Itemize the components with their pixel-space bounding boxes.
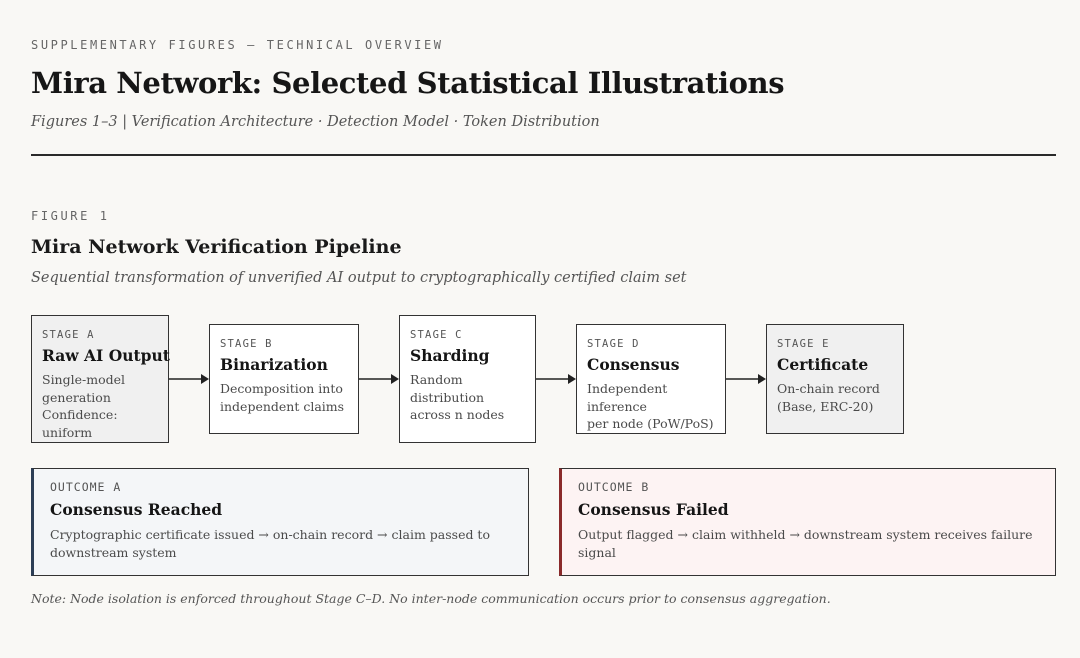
stage-a-desc-line: Single-model bbox=[42, 372, 126, 387]
figure-label: FIGURE 1 bbox=[31, 209, 110, 223]
stage-e-desc-line: On-chain record bbox=[777, 381, 880, 396]
stage-c-desc bbox=[410, 371, 525, 424]
stage-a-name: Raw AI Output bbox=[42, 346, 170, 365]
outcome-b-label: OUTCOME B bbox=[578, 480, 650, 494]
stage-e-box bbox=[766, 324, 904, 434]
stage-a-box bbox=[31, 315, 169, 443]
figure-title: Mira Network Verification Pipeline bbox=[31, 236, 402, 258]
stage-b-name: Binarization bbox=[220, 355, 328, 374]
stage-d-desc-line: Independent inference bbox=[587, 381, 668, 414]
outcome-b-title: Consensus Failed bbox=[578, 500, 729, 519]
stage-d-desc-line: per node (PoW/PoS) bbox=[587, 416, 714, 431]
arrow-c-d bbox=[536, 372, 576, 386]
figure-subtitle: Sequential transformation of unverified AI output to cryptographically certified claim set bbox=[31, 270, 687, 286]
stage-e-name: Certificate bbox=[777, 355, 869, 374]
outcome-a-title: Consensus Reached bbox=[50, 500, 223, 519]
stage-b-desc-line: Decomposition into bbox=[220, 381, 343, 396]
header-divider bbox=[31, 154, 1056, 156]
stage-a-desc bbox=[42, 371, 158, 441]
stage-a-desc-line: Confidence: uniform bbox=[42, 407, 118, 440]
outcome-a-label: OUTCOME A bbox=[50, 480, 122, 494]
stage-c-box bbox=[399, 315, 536, 443]
stage-e-desc-line: (Base, ERC-20) bbox=[777, 398, 874, 414]
page-kicker: SUPPLEMENTARY FIGURES — TECHNICAL OVERVIEW bbox=[31, 38, 444, 52]
stage-a-label: STAGE A bbox=[42, 329, 95, 341]
page-title: Mira Network: Selected Statistical Illustrations bbox=[31, 66, 785, 100]
stage-e-label: STAGE E bbox=[777, 338, 830, 350]
page-subtitle: Figures 1–3 | Verification Architecture · Detection Model · Token Distribution bbox=[31, 114, 600, 130]
outcome-a-desc: Cryptographic certificate issued → on-chain record → claim passed to downstream system bbox=[50, 527, 490, 560]
stage-b-desc-line: independent claims bbox=[220, 398, 345, 414]
stage-e-desc bbox=[777, 380, 893, 415]
stage-b-desc bbox=[220, 380, 348, 415]
stage-c-name: Sharding bbox=[410, 346, 490, 365]
stage-d-box bbox=[576, 324, 726, 434]
stage-c-desc-line: across n nodes bbox=[410, 407, 505, 422]
arrow-d-e bbox=[726, 372, 766, 386]
stage-d-desc bbox=[587, 380, 715, 433]
outcome-b-desc: Output flagged → claim withheld → downstream system receives failure signal bbox=[578, 527, 1033, 560]
figure-note: Note: Node isolation is enforced throughout Stage C–D. No inter-node communication occurs prior to consensus aggregation. bbox=[31, 591, 831, 606]
outcome-b-box bbox=[559, 468, 1056, 576]
stage-a-desc-line: generation bbox=[42, 389, 111, 405]
outcome-a-box bbox=[31, 468, 529, 576]
stage-b-box bbox=[209, 324, 359, 434]
arrow-a-b bbox=[169, 372, 209, 386]
stage-c-desc-line: Random bbox=[410, 372, 463, 387]
stage-b-label: STAGE B bbox=[220, 338, 273, 350]
stage-d-label: STAGE D bbox=[587, 338, 640, 350]
arrow-b-c bbox=[359, 372, 399, 386]
stage-d-name: Consensus bbox=[587, 355, 680, 374]
stage-c-label: STAGE C bbox=[410, 329, 463, 341]
stage-c-desc-line: distribution bbox=[410, 389, 485, 405]
